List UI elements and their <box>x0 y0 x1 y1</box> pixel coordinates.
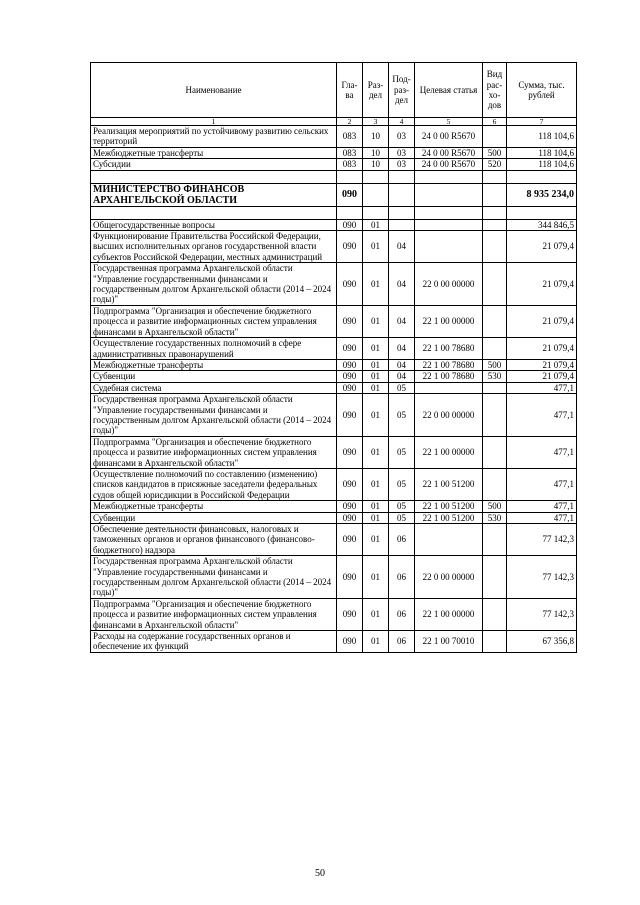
row-glava-cell: 090 <box>337 263 363 306</box>
row-sum-cell: 8 935 234,0 <box>507 183 577 206</box>
row-sum-cell: 21 079,4 <box>507 263 577 306</box>
row-sum-cell: 77 142,3 <box>507 524 577 556</box>
column-number: 1 <box>91 118 337 126</box>
row-razdel-cell: 01 <box>363 231 389 263</box>
row-name-cell: Расходы на содержание государственных органов и обеспечение их функций <box>91 631 337 653</box>
row-glava-cell: 090 <box>337 183 363 206</box>
row-expense-type-cell <box>483 524 507 556</box>
header-razdel: Раз-дел <box>363 63 389 118</box>
row-expense-type-cell <box>483 206 507 219</box>
row-razdel-cell: 01 <box>363 263 389 306</box>
table-row <box>91 305 577 337</box>
column-number: 5 <box>415 118 483 126</box>
row-glava-cell: 090 <box>337 436 363 468</box>
row-podrazdel-cell: 06 <box>389 631 415 653</box>
row-glava-cell: 083 <box>337 159 363 170</box>
table-row <box>91 382 577 393</box>
row-target-item-cell <box>415 382 483 393</box>
row-razdel-cell: 10 <box>363 126 389 148</box>
row-razdel-cell: 01 <box>363 219 389 230</box>
row-expense-type-cell <box>483 305 507 337</box>
row-target-item-cell <box>415 183 483 206</box>
row-razdel-cell: 01 <box>363 468 389 500</box>
row-name-cell: Функционирование Правительства Российской Федерации, высших исполнительных органов государственной власти субъектов Российской Федерации, местных администраций <box>91 231 337 263</box>
row-podrazdel-cell <box>389 219 415 230</box>
row-target-item-cell: 22 1 00 78680 <box>415 371 483 382</box>
row-podrazdel-cell <box>389 170 415 183</box>
table-row <box>91 231 577 263</box>
column-number: 2 <box>337 118 363 126</box>
row-expense-type-cell: 500 <box>483 501 507 512</box>
table-body <box>91 126 577 653</box>
row-podrazdel-cell: 04 <box>389 231 415 263</box>
column-number: 6 <box>483 118 507 126</box>
row-name-cell: Субвенции <box>91 512 337 523</box>
row-razdel-cell <box>363 206 389 219</box>
header-expense-type: Вид рас-хо-дов <box>483 63 507 118</box>
row-name-cell: Субвенции <box>91 371 337 382</box>
table-row <box>91 512 577 523</box>
row-podrazdel-cell: 05 <box>389 394 415 437</box>
row-glava-cell: 090 <box>337 501 363 512</box>
row-razdel-cell: 01 <box>363 556 389 599</box>
table-row <box>91 468 577 500</box>
row-razdel-cell: 01 <box>363 501 389 512</box>
row-podrazdel-cell: 05 <box>389 512 415 523</box>
row-name-cell: МИНИСТЕРСТВО ФИНАНСОВ АРХАНГЕЛЬСКОЙ ОБЛАСТИ <box>91 183 337 206</box>
page-number: 50 <box>315 868 325 879</box>
row-name-cell: Общегосударственные вопросы <box>91 219 337 230</box>
row-expense-type-cell <box>483 338 507 360</box>
row-sum-cell: 344 846,5 <box>507 219 577 230</box>
row-name-cell: Реализация мероприятий по устойчивому развитию сельских территорий <box>91 126 337 148</box>
row-target-item-cell: 22 1 00 78680 <box>415 338 483 360</box>
row-expense-type-cell <box>483 598 507 630</box>
row-podrazdel-cell: 04 <box>389 371 415 382</box>
row-target-item-cell: 22 0 00 00000 <box>415 263 483 306</box>
table-row <box>91 263 577 306</box>
row-podrazdel-cell <box>389 183 415 206</box>
row-glava-cell: 083 <box>337 147 363 158</box>
row-name-cell: Осуществление государственных полномочий в сфере административных правонарушений <box>91 338 337 360</box>
row-razdel-cell <box>363 170 389 183</box>
row-podrazdel-cell <box>389 206 415 219</box>
row-podrazdel-cell: 05 <box>389 468 415 500</box>
row-expense-type-cell <box>483 183 507 206</box>
row-name-cell: Подпрограмма "Организация и обеспечение бюджетного процесса и развитие информационных систем управления финансами в Архангельской области" <box>91 305 337 337</box>
row-sum-cell: 477,1 <box>507 468 577 500</box>
row-sum-cell: 477,1 <box>507 382 577 393</box>
row-razdel-cell: 10 <box>363 159 389 170</box>
row-sum-cell: 21 079,4 <box>507 371 577 382</box>
row-target-item-cell <box>415 170 483 183</box>
row-target-item-cell <box>415 231 483 263</box>
row-expense-type-cell: 530 <box>483 512 507 523</box>
row-glava-cell: 090 <box>337 359 363 370</box>
row-razdel-cell: 01 <box>363 394 389 437</box>
row-glava-cell: 083 <box>337 126 363 148</box>
row-glava-cell: 090 <box>337 468 363 500</box>
row-name-cell: Государственная программа Архангельской области "Управление государственными финансами и государственным долгом Архангельской области (2014 – 2024 годы)" <box>91 556 337 599</box>
row-glava-cell: 090 <box>337 394 363 437</box>
row-podrazdel-cell: 06 <box>389 598 415 630</box>
row-podrazdel-cell: 03 <box>389 159 415 170</box>
table-row <box>91 126 577 148</box>
row-target-item-cell: 22 1 00 51200 <box>415 501 483 512</box>
row-expense-type-cell <box>483 394 507 437</box>
column-number: 4 <box>389 118 415 126</box>
row-expense-type-cell <box>483 126 507 148</box>
table-row <box>91 394 577 437</box>
row-name-cell: Межбюджетные трансферты <box>91 501 337 512</box>
row-sum-cell: 21 079,4 <box>507 359 577 370</box>
row-target-item-cell <box>415 524 483 556</box>
row-sum-cell: 477,1 <box>507 512 577 523</box>
budget-table <box>90 62 577 653</box>
row-name-cell: Государственная программа Архангельской области "Управление государственными финансами и государственным долгом Архангельской области (2014 – 2024 годы)" <box>91 394 337 437</box>
row-podrazdel-cell: 04 <box>389 338 415 360</box>
header-row <box>91 63 577 118</box>
row-sum-cell: 477,1 <box>507 501 577 512</box>
table-row <box>91 598 577 630</box>
row-name-cell: Осуществление полномочий по составлению (изменению) списков кандидатов в присяжные заседатели федеральных судов общей юрисдикции в Российской Федерации <box>91 468 337 500</box>
row-sum-cell: 477,1 <box>507 394 577 437</box>
row-target-item-cell <box>415 219 483 230</box>
row-name-cell: Субсидии <box>91 159 337 170</box>
row-target-item-cell: 22 1 00 78680 <box>415 359 483 370</box>
row-glava-cell: 090 <box>337 219 363 230</box>
row-name-cell: Судебная система <box>91 382 337 393</box>
row-glava-cell: 090 <box>337 631 363 653</box>
row-name-cell: Государственная программа Архангельской области "Управление государственными финансами и государственным долгом Архангельской области (2014 – 2024 годы)" <box>91 263 337 306</box>
table-row <box>91 206 577 219</box>
row-glava-cell: 090 <box>337 382 363 393</box>
row-razdel-cell: 10 <box>363 147 389 158</box>
row-target-item-cell: 22 1 00 00000 <box>415 305 483 337</box>
table-row <box>91 338 577 360</box>
table-row <box>91 359 577 370</box>
row-glava-cell: 090 <box>337 512 363 523</box>
row-podrazdel-cell: 05 <box>389 501 415 512</box>
row-podrazdel-cell: 06 <box>389 556 415 599</box>
row-expense-type-cell <box>483 382 507 393</box>
row-target-item-cell: 24 0 00 R5670 <box>415 159 483 170</box>
row-target-item-cell <box>415 206 483 219</box>
row-sum-cell <box>507 206 577 219</box>
table-row <box>91 524 577 556</box>
row-expense-type-cell <box>483 468 507 500</box>
table-row <box>91 159 577 170</box>
row-sum-cell <box>507 170 577 183</box>
row-razdel-cell: 01 <box>363 631 389 653</box>
row-podrazdel-cell: 06 <box>389 524 415 556</box>
table-row <box>91 219 577 230</box>
row-razdel-cell: 01 <box>363 598 389 630</box>
row-target-item-cell: 24 0 00 R5670 <box>415 147 483 158</box>
row-expense-type-cell: 500 <box>483 359 507 370</box>
row-expense-type-cell <box>483 231 507 263</box>
table-row <box>91 147 577 158</box>
row-glava-cell: 090 <box>337 371 363 382</box>
row-glava-cell <box>337 170 363 183</box>
row-sum-cell: 77 142,3 <box>507 556 577 599</box>
row-podrazdel-cell: 05 <box>389 436 415 468</box>
column-number: 3 <box>363 118 389 126</box>
table-row <box>91 170 577 183</box>
row-glava-cell <box>337 206 363 219</box>
row-podrazdel-cell: 03 <box>389 126 415 148</box>
table-row <box>91 183 577 206</box>
row-razdel-cell: 01 <box>363 359 389 370</box>
row-target-item-cell: 22 0 00 00000 <box>415 556 483 599</box>
row-razdel-cell: 01 <box>363 382 389 393</box>
row-razdel-cell: 01 <box>363 524 389 556</box>
row-expense-type-cell: 520 <box>483 159 507 170</box>
row-target-item-cell: 24 0 00 R5670 <box>415 126 483 148</box>
row-name-cell: Подпрограмма "Организация и обеспечение бюджетного процесса и развитие информационных систем управления финансами в Архангельской области" <box>91 598 337 630</box>
row-sum-cell: 67 356,8 <box>507 631 577 653</box>
row-target-item-cell: 22 1 00 51200 <box>415 468 483 500</box>
row-target-item-cell: 22 1 00 70010 <box>415 631 483 653</box>
table-row <box>91 436 577 468</box>
header-sum: Сумма, тыс. рублей <box>507 63 577 118</box>
row-razdel-cell: 01 <box>363 305 389 337</box>
row-target-item-cell: 22 1 00 51200 <box>415 512 483 523</box>
row-name-cell: Межбюджетные трансферты <box>91 147 337 158</box>
row-razdel-cell: 01 <box>363 436 389 468</box>
row-glava-cell: 090 <box>337 338 363 360</box>
row-razdel-cell: 01 <box>363 338 389 360</box>
row-sum-cell: 77 142,3 <box>507 598 577 630</box>
column-number-row <box>91 118 577 126</box>
row-razdel-cell: 01 <box>363 371 389 382</box>
row-sum-cell: 477,1 <box>507 436 577 468</box>
row-name-cell <box>91 206 337 219</box>
row-glava-cell: 090 <box>337 524 363 556</box>
row-sum-cell: 21 079,4 <box>507 338 577 360</box>
header-target-item: Целевая статья <box>415 63 483 118</box>
row-sum-cell: 118 104,6 <box>507 147 577 158</box>
row-sum-cell: 21 079,4 <box>507 231 577 263</box>
row-razdel-cell <box>363 183 389 206</box>
row-expense-type-cell <box>483 263 507 306</box>
row-name-cell <box>91 170 337 183</box>
row-sum-cell: 118 104,6 <box>507 159 577 170</box>
row-sum-cell: 118 104,6 <box>507 126 577 148</box>
table-row <box>91 556 577 599</box>
table-row <box>91 371 577 382</box>
row-podrazdel-cell: 04 <box>389 263 415 306</box>
row-target-item-cell: 22 1 00 00000 <box>415 598 483 630</box>
row-target-item-cell: 22 0 00 00000 <box>415 394 483 437</box>
row-podrazdel-cell: 05 <box>389 382 415 393</box>
row-name-cell: Обеспечение деятельности финансовых, налоговых и таможенных органов и органов финансового (финансово-бюджетного) надзора <box>91 524 337 556</box>
row-glava-cell: 090 <box>337 598 363 630</box>
row-expense-type-cell: 530 <box>483 371 507 382</box>
column-number: 7 <box>507 118 577 126</box>
row-expense-type-cell: 500 <box>483 147 507 158</box>
header-podrazdel: Под-раз-дел <box>389 63 415 118</box>
row-expense-type-cell <box>483 219 507 230</box>
row-sum-cell: 21 079,4 <box>507 305 577 337</box>
row-target-item-cell: 22 1 00 00000 <box>415 436 483 468</box>
row-expense-type-cell <box>483 556 507 599</box>
row-glava-cell: 090 <box>337 305 363 337</box>
row-podrazdel-cell: 04 <box>389 359 415 370</box>
row-expense-type-cell <box>483 170 507 183</box>
row-expense-type-cell <box>483 631 507 653</box>
row-glava-cell: 090 <box>337 556 363 599</box>
row-glava-cell: 090 <box>337 231 363 263</box>
budget-table-container <box>90 62 576 653</box>
header-glava: Гла-ва <box>337 63 363 118</box>
table-row <box>91 631 577 653</box>
row-expense-type-cell <box>483 436 507 468</box>
row-name-cell: Межбюджетные трансферты <box>91 359 337 370</box>
row-razdel-cell: 01 <box>363 512 389 523</box>
row-podrazdel-cell: 04 <box>389 305 415 337</box>
table-row <box>91 501 577 512</box>
header-name: Наименование <box>91 63 337 118</box>
row-podrazdel-cell: 03 <box>389 147 415 158</box>
row-name-cell: Подпрограмма "Организация и обеспечение бюджетного процесса и развитие информационных систем управления финансами в Архангельской области" <box>91 436 337 468</box>
